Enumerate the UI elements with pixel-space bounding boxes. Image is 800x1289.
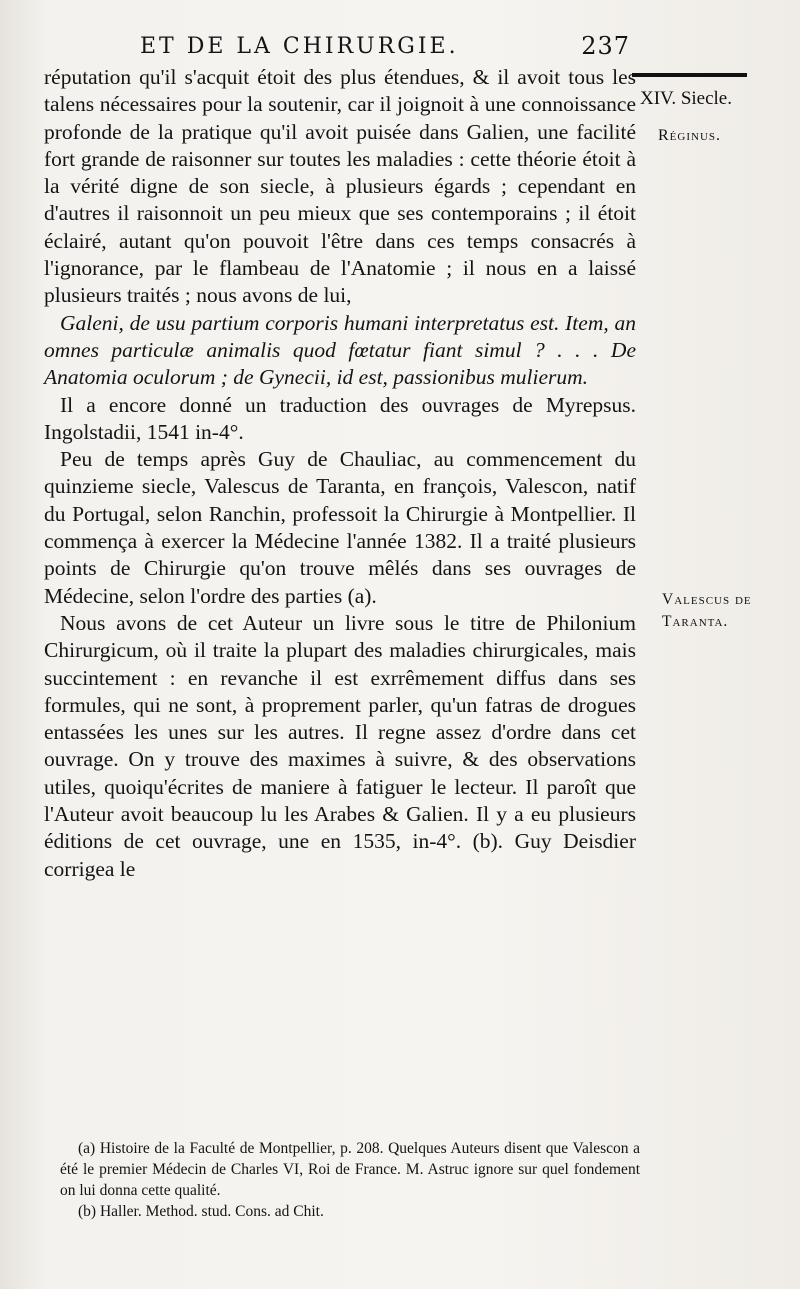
paragraph: Peu de temps après Guy de Chauliac, au commencement du quinzieme siecle, Valescus de Taranta, en françois, Valescon, natif du Portugal, selon Ranchin, professoit la Chirurgie à Montpellier. Il commença à exercer la Médecine l'année 1382. Il a traité plusieurs points de Chirurgie qu'on trouve mêlés dans ses ouvrages de Médecine, selon l'ordre des parties (a). bbox=[44, 447, 636, 608]
paragraph: réputation qu'il s'acquit étoit des plus étendues, & il avoit tous les talens nécessaires pour la soutenir, car il joignoit à une connoissance profonde de la pratique qu'il avoit puisée dans Galien, une facilité fort grande de raisonner sur toutes les maladies : cette théorie étoit à la vérité digne de son siecle, à plusieurs égards ; cependant en d'autres il raisonnoit un peu mieux que ses contemporains ; il étoit éclairé, autant qu'on pouvoit l'être dans ces temps consacrés à l'ignorance, par le flambeau de l'Anatomie ; il nous en a laissé plusieurs traités ; nous avons de lui, bbox=[44, 65, 636, 308]
margin-note-century: XIV. Siecle. bbox=[640, 88, 732, 109]
margin-note-valescus: Valescus de Taranta. bbox=[662, 591, 752, 630]
page-number: 237 bbox=[581, 32, 630, 60]
running-header bbox=[140, 30, 630, 64]
paragraph: Il a encore donné un traduction des ouvrages de Myrepsus. Ingolstadii, 1541 in-4°. bbox=[44, 392, 636, 444]
footnote-b: (b) Haller. Method. stud. Cons. ad Chit. bbox=[78, 1203, 324, 1220]
running-title: ET DE LA CHIRURGIE. bbox=[140, 34, 459, 59]
main-text bbox=[44, 64, 636, 883]
margin-note-reginus: Réginus. bbox=[658, 127, 722, 144]
footnotes bbox=[60, 1138, 640, 1222]
footnote-a: (a) Histoire de la Faculté de Montpellier, p. 208. Quelques Auteurs disent que Valescon a été le premier Médecin de Charles VI, Roi de France. M. Astruc ignore sur quel fondement on lui donna cette qualité. bbox=[60, 1140, 640, 1199]
margin-rule bbox=[632, 73, 747, 77]
latin-quotation: Galeni, de usu partium corporis humani interpretatus est. Item, an omnes particulæ animalis quod fœtatur fiant simul ? . . . De Anatomia oculorum ; de Gynecii, id est, passionibus mulierum. bbox=[44, 310, 636, 390]
paragraph: Nous avons de cet Auteur un livre sous le titre de Philonium Chirurgicum, où il traite la plupart des maladies chirurgicales, mais succintement : en revanche il est exrrêmement diffus dans ses formules, qui ne sont, à proprement parler, qu'un fatras de drogues entassées les unes sur les autres. Il regne assez d'ordre dans cet ouvrage. On y trouve des maximes à suivre, & des observations utiles, quoiqu'écrites de maniere à fatiguer le lecteur. Il paroît que l'Auteur avoit beaucoup lu les Arabes & Galien. Il y a eu plusieurs éditions de cet ouvrage, une en 1535, in-4°. (b). Guy Deisdier corrigea le bbox=[44, 610, 636, 881]
